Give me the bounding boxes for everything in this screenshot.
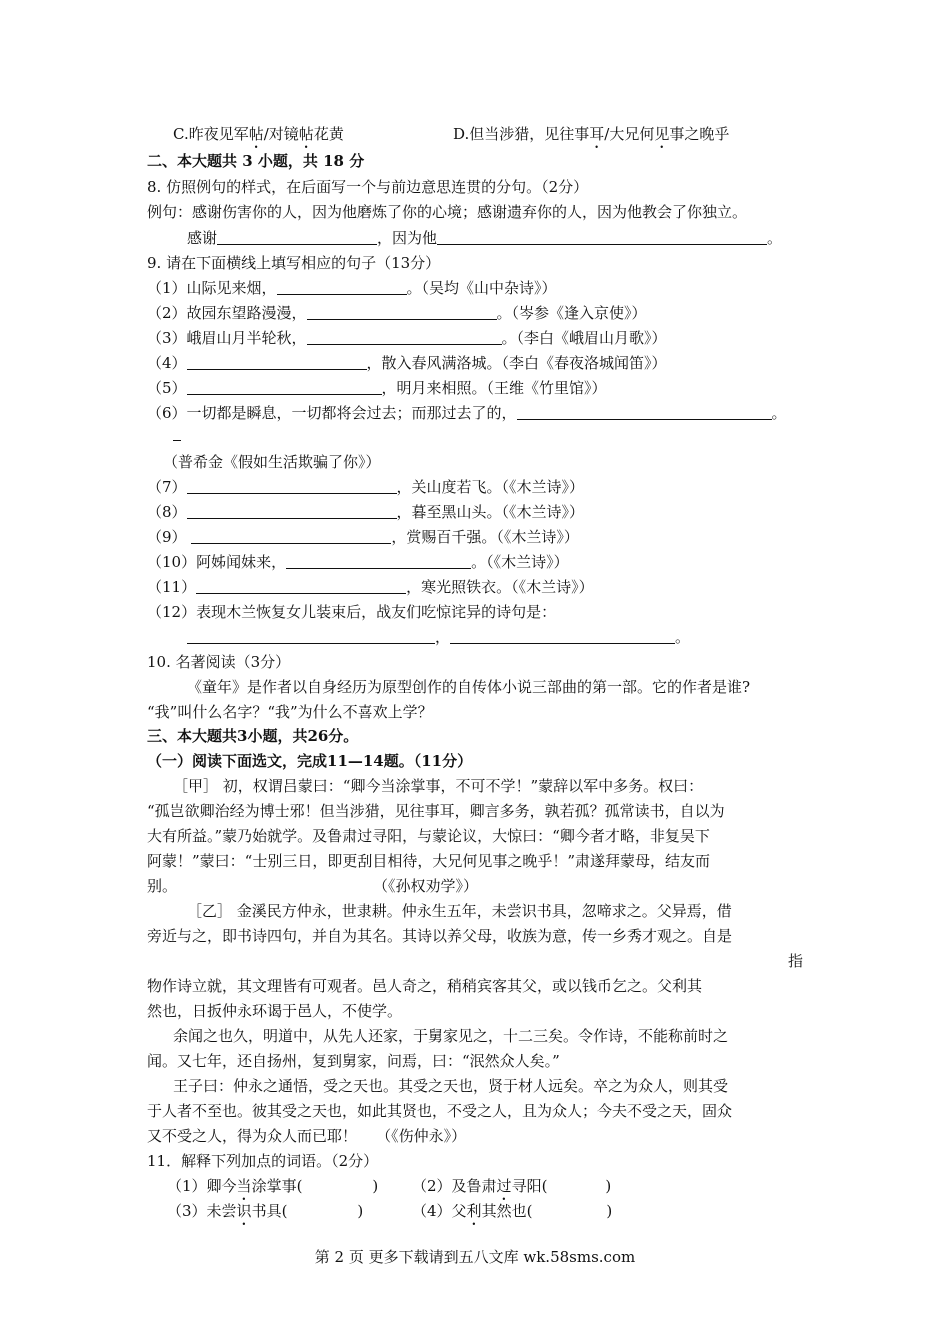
- q9-item-10: （10）阿姊闻妹来， 。（《木兰诗》）: [147, 553, 569, 571]
- passage-a-line: 大有所益。”蒙乃始就学。及鲁肃过寻阳，与蒙论议，大惊曰：“卿今者才略，非复吴下: [147, 827, 710, 845]
- option-c: C.昨夜见军帖/对镜帖花黄: [173, 125, 344, 143]
- option-d: D.但当涉猎，见往事耳/大兄何见事之晚乎: [453, 125, 730, 143]
- answer-blank[interactable]: [517, 404, 772, 420]
- q11-item-4: （4）父利其然也( ): [412, 1202, 613, 1220]
- q9-item-6: （6）一切都是瞬息，一切都将会过去；而那过去了的， 。: [147, 404, 787, 422]
- answer-blank[interactable]: [307, 329, 502, 345]
- answer-blank[interactable]: [286, 553, 471, 569]
- q9-item-1: （1）山际见来烟， 。（吴均《山中杂诗》）: [147, 279, 557, 297]
- passage-a-line: “孤岂欲卿治经为博士邪！但当涉猎，见往事耳，卿言多务，孰若孤？孤常读书，自以为: [147, 802, 725, 820]
- q9-item-4: （4） ，散入春风满洛城。（李白《春夜洛城闻笛》）: [147, 354, 667, 372]
- q9-item-12-answer: ， 。: [187, 627, 690, 647]
- page-footer: 第 2 页 更多下载请到五八文库 wk.58sms.com: [314, 1248, 636, 1266]
- answer-blank[interactable]: [191, 528, 391, 544]
- answer-blank[interactable]: [187, 478, 397, 494]
- answer-blank[interactable]: [307, 304, 497, 320]
- passage-b-line: ［乙］ 金溪民方仲永，世隶耕。仲永生五年，未尝识书具，忽啼求之。父异焉，借: [187, 902, 732, 920]
- passage-b-para2: 余闻之也久，明道中，从先人还家，于舅家见之，十二三矣。令作诗，不能称前时之: [173, 1027, 729, 1045]
- q9-item-8: （8） ，暮至黑山头。（《木兰诗》）: [147, 503, 585, 521]
- answer-blank[interactable]: [187, 354, 367, 370]
- q9-item-3: （3）峨眉山月半轮秋， 。（李白《峨眉山月歌》）: [147, 329, 667, 347]
- section-2-title: 二、本大题共 3 小题，共 18 分: [147, 152, 365, 170]
- answer-blank[interactable]: [187, 628, 435, 644]
- answer-blank[interactable]: [196, 578, 406, 594]
- passage-a-last: 别。: [147, 877, 178, 895]
- q8-example: 例句：感谢伤害你的人，因为他磨炼了你的心境；感谢遗弃你的人，因为他教会了你独立。: [147, 203, 748, 221]
- q9-item-12: （12）表现木兰恢复女儿装束后，战友们吃惊诧异的诗句是：: [147, 603, 557, 621]
- q8-answer: 感谢 ，因为他 。: [187, 229, 783, 247]
- passage-a-line: ［甲］ 初，权谓吕蒙曰：“卿今当涂掌事，不可不学！”蒙辞以军中多务。权曰：: [173, 777, 704, 795]
- answer-blank[interactable]: [187, 379, 382, 395]
- q11-item-1: （1）卿今当涂掌事( ): [167, 1177, 379, 1195]
- stray-underline: [173, 440, 181, 441]
- q9-title: 9. 请在下面横线上填写相应的句子（13分）: [147, 254, 441, 272]
- passage-b-para3: 又不受之人，得为众人而已耶！ （《伤仲永》）: [147, 1127, 467, 1145]
- q11-item-2: （2）及鲁肃过寻阳( ): [412, 1177, 612, 1195]
- passage-b-line: 旁近与之，即书诗四句，并自为其名。其诗以养父母，收族为意，传一乡秀才观之。自是: [147, 927, 733, 945]
- q9-item-5: （5） ，明月来相照。（王维《竹里馆》）: [147, 379, 607, 397]
- q9-item-6-source: （普希金《假如生活欺骗了你》）: [163, 453, 381, 471]
- answer-blank[interactable]: [187, 503, 397, 519]
- passage-b-para2: 闻。又七年，还自扬州，复到舅家，问焉，曰：“泯然众人矣。”: [147, 1052, 560, 1070]
- q10-title: 10. 名著阅读（3分）: [147, 653, 291, 671]
- passage-b-line: 然也，日扳仲永环谒于邑人，不使学。: [147, 1002, 403, 1020]
- q9-item-11: （11） ，寒光照铁衣。（《木兰诗》）: [147, 578, 594, 596]
- q8-blank-1[interactable]: [217, 229, 377, 245]
- q11-item-3: （3）未尝识书具( ): [167, 1202, 364, 1220]
- q9-item-9: （9） ，赏赐百千强。（《木兰诗》）: [147, 528, 579, 546]
- q10-text-1: 《童年》是作者以自身经历为原型创作的自传体小说三部曲的第一部。它的作者是谁?: [187, 678, 751, 696]
- passage-a-line: 阿蒙！”蒙曰：“士别三日，即更刮目相待，大兄何见事之晚乎！”肃遂拜蒙母，结友而: [147, 852, 711, 870]
- q8-blank-2[interactable]: [437, 229, 767, 245]
- passage-b-para3: 于人者不至也。彼其受之天也，如此其贤也，不受之人，且为众人；今夫不受之天，固众: [147, 1102, 733, 1120]
- section-3-title: 三、本大题共3小题，共26分。: [147, 727, 359, 745]
- passage-b-para3: 王子曰：仲永之通悟，受之天也。其受之天也，贤于材人远矣。卒之为众人，则其受: [173, 1077, 729, 1095]
- passage-b-source: （《伤仲永》）: [376, 1127, 467, 1145]
- answer-blank[interactable]: [277, 279, 407, 295]
- answer-blank[interactable]: [450, 628, 675, 644]
- passage-b-tail: 指: [788, 952, 804, 970]
- passage-a-source: （《孙权劝学》）: [373, 877, 479, 895]
- q8-title: 8. 仿照例句的样式，在后面写一个与前边意思连贯的分句。（2分）: [147, 178, 589, 196]
- q11-title: 11．解释下列加点的词语。（2分）: [147, 1152, 379, 1170]
- q9-item-7: （7） ，关山度若飞。（《木兰诗》）: [147, 478, 585, 496]
- q9-item-2: （2）故园东望路漫漫， 。（岑参《逢入京使》）: [147, 304, 647, 322]
- reading-1-title: （一）阅读下面选文，完成11—14题。（11分）: [147, 752, 473, 770]
- passage-b-line: 物作诗立就，其文理皆有可观者。邑人奇之，稍稍宾客其父，或以钱币乞之。父利其: [147, 977, 703, 995]
- q10-text-2: “我”叫什么名字？“我”为什么不喜欢上学？: [147, 703, 433, 721]
